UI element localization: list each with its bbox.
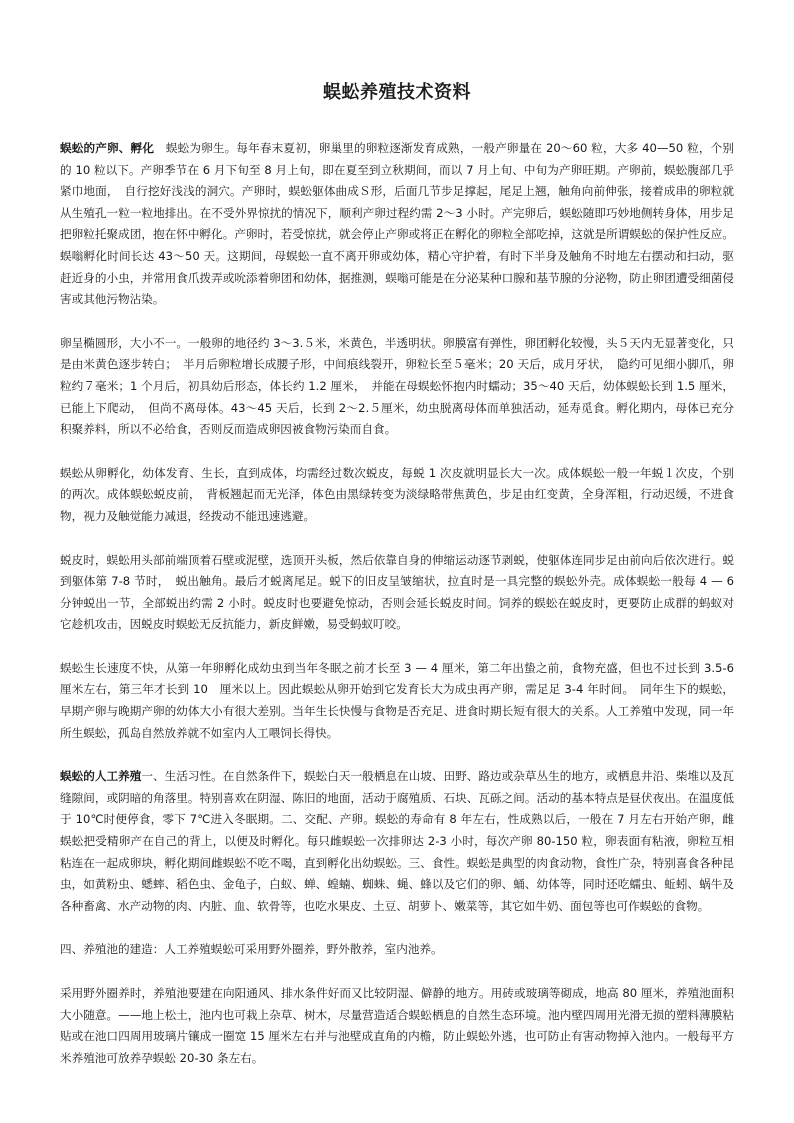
paragraph-lead: 蜈蚣的产卵、孵化 [60,141,155,155]
document-title: 蜈蚣养殖技术资料 [323,82,471,103]
paragraph-text: 蜕皮时，蜈蚣用头部前端顶着石壁或泥壁，选顶开头板，然后依靠自身的伸缩运动逐节剥蜕，使躯体连同步足由前向后依次进行。蜕到躯体第 7-8 节时， 蜕出触角。最后才蜕离尾足。蜕下的旧皮呈皱缩状，拉直时是一具完整的蜈蚣外壳。成体蜈蚣一般每 4 — 6 分钟蜕出一节，全部蜕出约需 2 小时。蜕皮时也要避免惊动，否则会延长蜕皮时间。饲养的蜈蚣在蜕皮时，更要防止成群的蚂蚁对它趁机攻击，因蜕皮时蜈蚣无反抗能力，新皮鲜嫩，易受蚂蚁叮咬。 [60,552,738,632]
paragraph-text: 卵呈椭圆形，大小不一。一般卵的地径约 3～3.５米，米黄色，半透明状。卵膜富有弹性，卵团孵化较慢，头５天内无显著变化，只是由米黄色逐步转白； 半月后卵粒增长成腰子形，中间痕线裂开，卵粒长至５毫米；20 天后，成月牙状， 隐约可见细小脚爪，卵粒约７毫米；1 个月后，初具幼后形态，体长约 1.2 厘米， 并能在母蜈蚣怀抱内时蠕动；35～40 天后，幼体蜈蚣长到 1.5 厘米，已能上下爬动， 但尚不离母体。43～45 天后，长到 2～2.５厘米，幼虫脱离母体而单独活动，延寿觅食。孵化期内，母体已充分积聚养料，所以不必给食，否则反而造成卵因被食物污染而自食。 [60,335,734,437]
paragraph-text: 采用野外圈养时，养殖池要建在向阳通风、排水条件好而又比较阴湿、僻静的地方。用砖或玻璃等砌成，地高 80 厘米，养殖池面积大小随意。——地上松土，池内也可栽上杂草、树木，尽量营造适合蜈蚣栖息的自然生态环境。池内壁四周用光滑无损的塑料薄膜粘贴或在池口四周用玻璃片镶成一圈宽 15 厘米左右并与池壁成直角的内檐，防止蜈蚣外逃，也可防止有害动物掉入池内。一般每平方米养殖池可放养孕蜈蚣 20-30 条左右。 [60,986,734,1065]
paragraph-outdoor-enclosure [60,983,734,1069]
paragraph-egg-laying [60,138,734,311]
paragraph-lead: 蜈蚣的人工养殖 [60,769,142,784]
paragraph-molting [60,463,734,528]
paragraph-text: 一、生活习性。在自然条件下，蜈蚣白天一般栖息在山坡、田野、路边或杂草丛生的地方，或栖息井沿、柴堆以及瓦缝隙间，或阴暗的角落里。特别喜欢在阴湿、陈旧的地面，活动于腐殖质、石块、瓦砾之间。活动的基本特点是昼伏夜出。在温度低于 10℃时便停食，零下 7℃进入冬眠期。二、交配、产卵。蜈蚣的寿命有 8 年左右，性成熟以后，一般在 7 月左右开始产卵，雌蜈蚣把受精卵产在自己的背上，以便及时孵化。每只雌蜈蚣一次排卵达 2-3 小时，每次产卵 80-150 粒，卵表面有粘液，卵粒互相粘连在一起成卵块，孵化期间雌蜈蚣不吃不喝，直到孵化出幼蜈蚣。三、食性。蜈蚣是典型的肉食动物，食性广杂，特别喜食各种昆虫，如黄粉虫、蟋蟀、稻色虫、金龟子，白蚁、蝉、蝗蝻、蜘蛛、蝇、蜂以及它们的卵、蛹、幼体等，同时还吃蠕虫、蚯蚓、蜗牛及各种畜禽、水产动物的肉、内脏、血、软骨等，也吃水果皮、土豆、胡萝卜、嫩菜等，其它如牛奶、面包等也可作蜈蚣的食物。 [60,769,734,913]
paragraph-text: 蜈蚣为卵生。每年春末夏初，卵巢里的卵粒逐渐发育成熟，一般产卵量在 20～60 粒，大多 40—50 粒，个别的 10 粒以下。产卵季节在 6 月下旬至 8 月上旬，即在夏至到立秋期间，而以 7 月上旬、中旬为产卵旺期。产卵前，蜈蚣腹部几乎紧巾地面， 自行挖好浅浅的洞穴。产卵时，蜈蚣躯体曲成Ｓ形，后面几节步足撑起，尾足上翘，触角向前伸张，接着成串的卵粒就从生殖孔一粒一粒地排出。在不受外界惊扰的情况下，顺利产卵过程约需 2～3 小时。产完卵后，蜈蚣随即巧妙地侧转身体，用步足把卵粒托聚成团，抱在怀中孵化。产卵时，若受惊扰，就会停止产卵或将正在孵化的卵粒全部吃掉，这就是所谓蜈蚣的保护性反应。蜈嗡孵化时间长达 43～50 天。这期间，母蜈蚣一直不离开卵或幼体，精心守护着，有时下半身及触角不时地左右摆动和扫动，驱赶近身的小虫，并常用食爪拨弄或吮添着卵团和幼体，据推测，蜈嗡可能是在分泌某种口腺和基节腺的分泌物，防止卵团遭受细菌侵害或其他污物沾染。 [60,141,734,307]
paragraph-artificial-breeding [60,766,734,917]
paragraph-pond-construction [60,939,734,961]
paragraph-egg-shape [60,333,734,441]
paragraph-text: 四、养殖池的建造：人工养殖蜈蚣可采用野外圈养，野外散养，室内池养。 [60,942,443,957]
paragraph-text: 蜈蚣从卵孵化，幼体发育、生长，直到成体，均需经过数次蜕皮，每蜕 1 次皮就明显长大一次。成体蜈蚣一般一年蜕１次皮，个别的两次。成体蜈蚣蜕皮前， 背板翘起而无光泽，体色由黑绿转变为淡绿略带焦黄色，步足由红变黄，全身浑粗，行动迟缓，不进食物，视力及触觉能力减退，经拨动不能迅速逃避。 [60,465,734,523]
paragraph-growth [60,658,738,744]
paragraph-molting-process [60,550,738,636]
paragraph-text: 蜈蚣生长速度不快，从第一年卵孵化成幼虫到当年冬眠之前才长至 3 — 4 厘米，第二年出蛰之前，食物充盛，但也不过长到 3.5-6 厘米左右，第三年才长到 10 厘米以上。因此蜈蚣从卵开始到它发育长大为成虫再产卵，需足足 3-4 年时间。 同年生下的蜈蚣，早期产卵与晚期产卵的幼体大小有很大差别。当年生长快慢与食物是否充足、进食时期长短有很大的关系。人工养殖中发现，同一年所生蜈蚣，孤岛自然放养就不如室内人工喂饲长得快。 [60,660,738,740]
